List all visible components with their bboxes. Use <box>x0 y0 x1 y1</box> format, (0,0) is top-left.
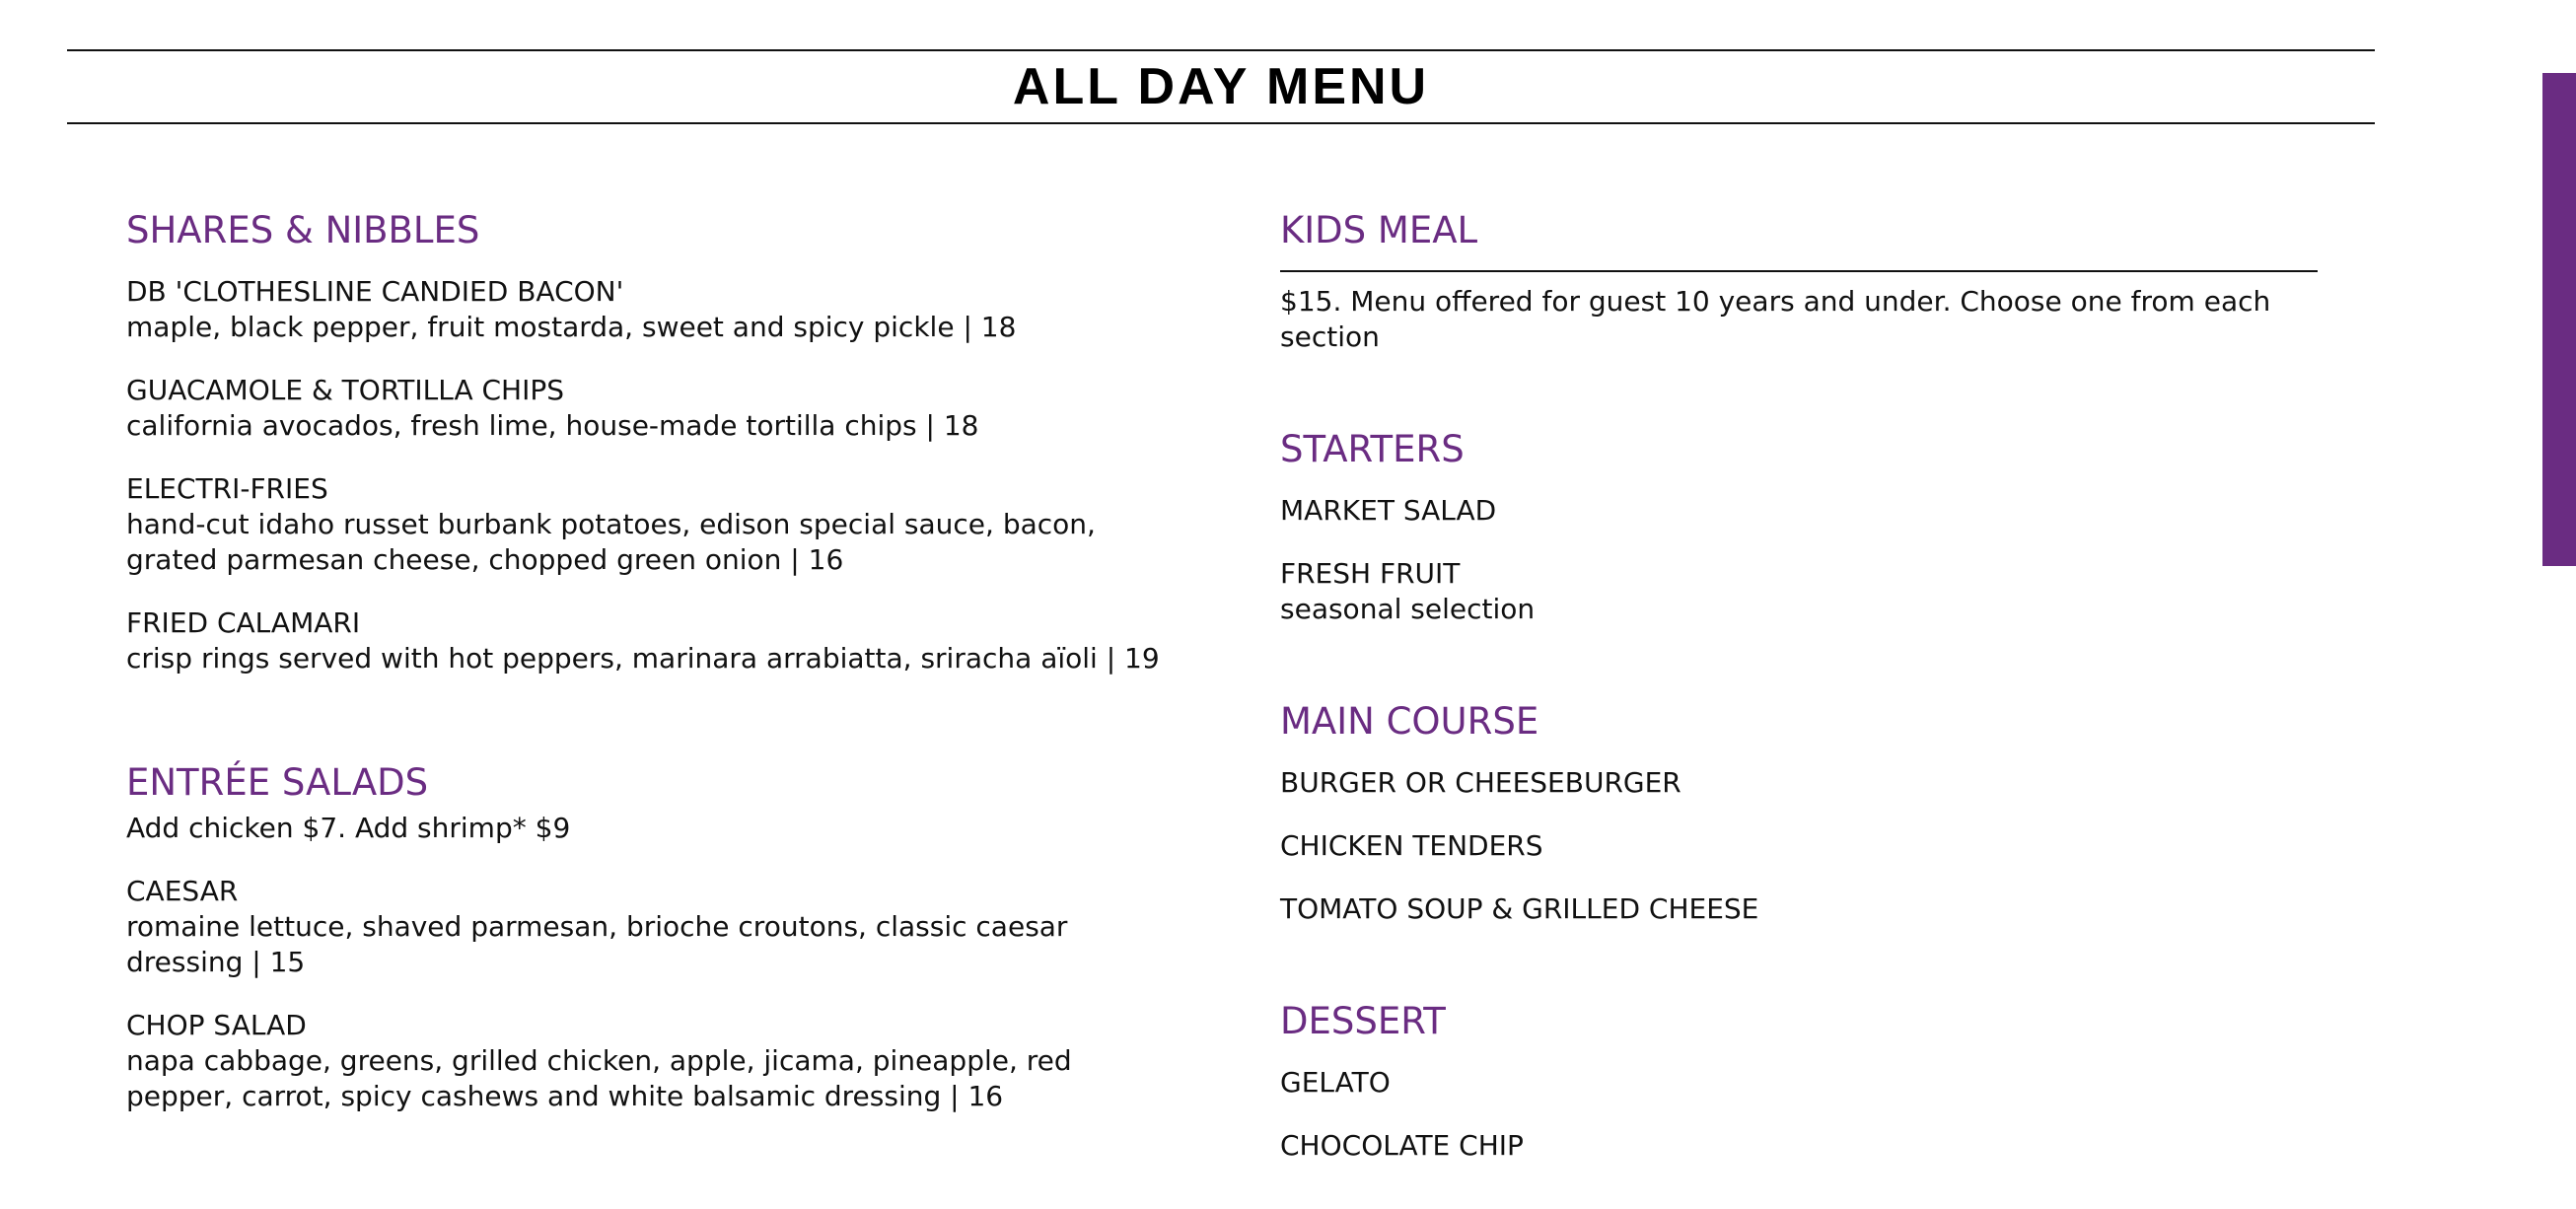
side-accent-bar <box>2542 73 2576 566</box>
item-name: BURGER OR CHEESEBURGER <box>1280 766 1682 799</box>
menu-item <box>1280 1128 2318 1164</box>
item-description: romaine lettuce, shaved parmesan, brioche croutons, classic caesar dressing | 15 <box>126 910 1068 978</box>
item-name: GUACAMOLE & TORTILLA CHIPS <box>126 374 565 406</box>
item-name: CHOP SALAD <box>126 1009 307 1041</box>
salads-addon-note: Add chicken $7. Add shrimp* $9 <box>126 812 571 844</box>
section-heading-salads: ENTRÉE SALADS <box>126 761 429 804</box>
item-description: seasonal selection <box>1280 593 1536 625</box>
right-column <box>1280 207 2318 1164</box>
section-heading-starters: STARTERS <box>1280 428 1465 470</box>
item-name: CHOCOLATE CHIP <box>1280 1129 1524 1162</box>
menu-item <box>126 471 1172 578</box>
item-description: california avocados, fresh lime, house-made tortilla chips | 18 <box>126 409 979 442</box>
menu-item <box>1280 891 2318 927</box>
menu-item <box>126 874 1172 980</box>
menu-item <box>1280 765 2318 801</box>
menu-item <box>1280 556 2318 627</box>
menu-item <box>1280 828 2318 864</box>
item-name: MARKET SALAD <box>1280 494 1497 527</box>
item-description: maple, black pepper, fruit mostarda, sweet and spicy pickle | 18 <box>126 311 1017 343</box>
menu-item <box>126 274 1172 345</box>
menu-item <box>126 373 1172 444</box>
item-name: CAESAR <box>126 875 239 907</box>
section-heading-dessert: DESSERT <box>1280 1000 1446 1042</box>
menu-title-bar <box>67 49 2375 124</box>
section-heading-kids: KIDS MEAL <box>1280 209 1478 251</box>
kids-meal-note: $15. Menu offered for guest 10 years and under. Choose one from each section <box>1280 285 2271 353</box>
item-name: DB 'CLOTHESLINE CANDIED BACON' <box>126 275 624 308</box>
section-heading-shares: SHARES & NIBBLES <box>126 209 480 251</box>
item-name: CHICKEN TENDERS <box>1280 829 1543 862</box>
menu-item <box>1280 493 2318 529</box>
menu-item <box>126 1008 1172 1114</box>
item-description: hand-cut idaho russet burbank potatoes, edison special sauce, bacon, grated parmesan cheese, chopped green onion | 16 <box>126 508 1096 576</box>
page-title: ALL DAY MENU <box>1012 58 1430 115</box>
item-name: FRIED CALAMARI <box>126 606 361 639</box>
menu-item <box>126 605 1172 676</box>
menu-item <box>1280 1065 2318 1101</box>
item-name: GELATO <box>1280 1066 1391 1099</box>
item-name: TOMATO SOUP & GRILLED CHEESE <box>1280 892 1759 925</box>
item-name: ELECTRI-FRIES <box>126 472 328 505</box>
item-description: crisp rings served with hot peppers, marinara arrabiatta, sriracha aïoli | 19 <box>126 642 1160 675</box>
item-description: napa cabbage, greens, grilled chicken, apple, jicama, pineapple, red pepper, carrot, spicy cashews and white balsamic dressing | 16 <box>126 1044 1072 1112</box>
item-name: FRESH FRUIT <box>1280 557 1461 590</box>
section-heading-main: MAIN COURSE <box>1280 700 1539 743</box>
left-column <box>126 207 1172 1114</box>
